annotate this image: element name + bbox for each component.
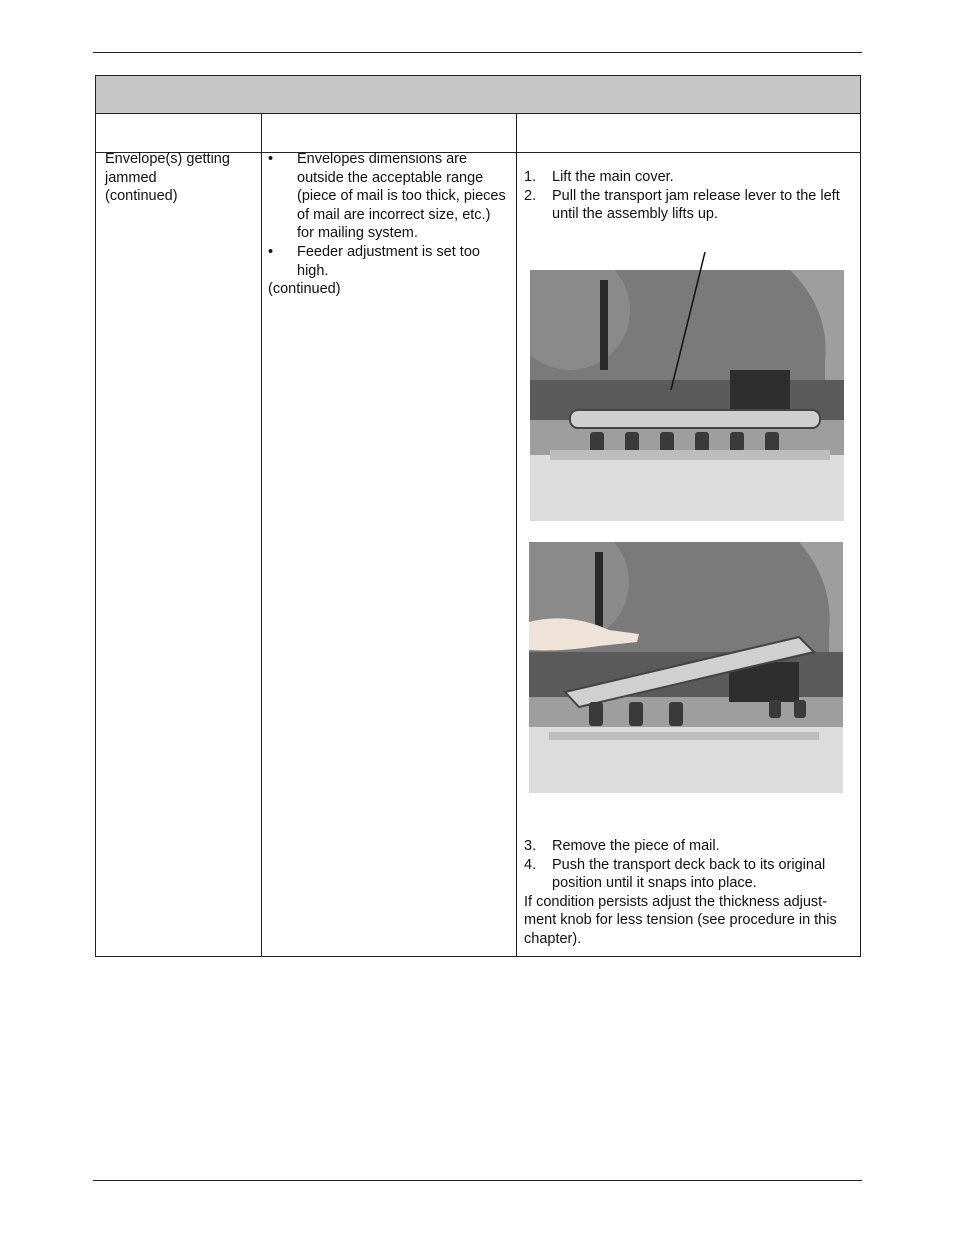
- solution-cell-top: [524, 168, 854, 224]
- column-divider-2: [516, 114, 517, 956]
- transport-deck-closed-photo: [530, 270, 844, 521]
- cause-item: [268, 150, 508, 243]
- cause-list: [268, 150, 508, 280]
- step-number: 3.: [524, 838, 537, 854]
- bullet-icon: •: [268, 243, 274, 260]
- table-banner: [96, 76, 860, 114]
- steps-list-bottom: [524, 837, 854, 893]
- step-item: [524, 187, 854, 224]
- step-item: [524, 168, 854, 187]
- machine-illustration: [529, 542, 843, 793]
- step-number: 4.: [524, 856, 537, 873]
- cause-item: [268, 243, 508, 280]
- cause-cell: [268, 150, 508, 299]
- steps-list-top: [524, 168, 854, 224]
- step-number: 2.: [524, 187, 537, 204]
- header-rule: [93, 52, 862, 53]
- cause-text: Envelopes dimensions are outside the acceptable range (piece of mail is too thick, pieces of mail are incorrect size, etc.) for mailing system.: [297, 151, 506, 242]
- footer-rule: [93, 1180, 862, 1181]
- cause-text: Feeder adjustment is set too high.: [297, 243, 480, 279]
- problem-line: Envelope(s) getting: [105, 151, 230, 167]
- machine-illustration: [530, 270, 844, 521]
- step-number: 1.: [524, 169, 537, 185]
- bullet-icon: •: [268, 151, 274, 167]
- step-text: Lift the main cover.: [552, 169, 674, 185]
- condition-note: If condition persists adjust the thickness adjust-ment knob for less tension (see procedure in this chapter).: [524, 893, 837, 947]
- problem-line: jammed: [105, 169, 157, 186]
- cause-continued: (continued): [268, 281, 341, 298]
- step-text: Remove the piece of mail.: [552, 838, 720, 854]
- solution-cell-bottom: [524, 837, 854, 949]
- step-item: [524, 856, 854, 893]
- transport-deck-lifted-photo: [529, 542, 843, 793]
- column-divider-1: [261, 114, 262, 956]
- problem-cell: [105, 150, 255, 206]
- step-text: Push the transport deck back to its original position until it snaps into place.: [552, 856, 826, 892]
- step-text: Pull the transport jam release lever to the left until the assembly lifts up.: [552, 187, 840, 223]
- problem-line: (continued): [105, 188, 178, 205]
- step-item: [524, 837, 854, 856]
